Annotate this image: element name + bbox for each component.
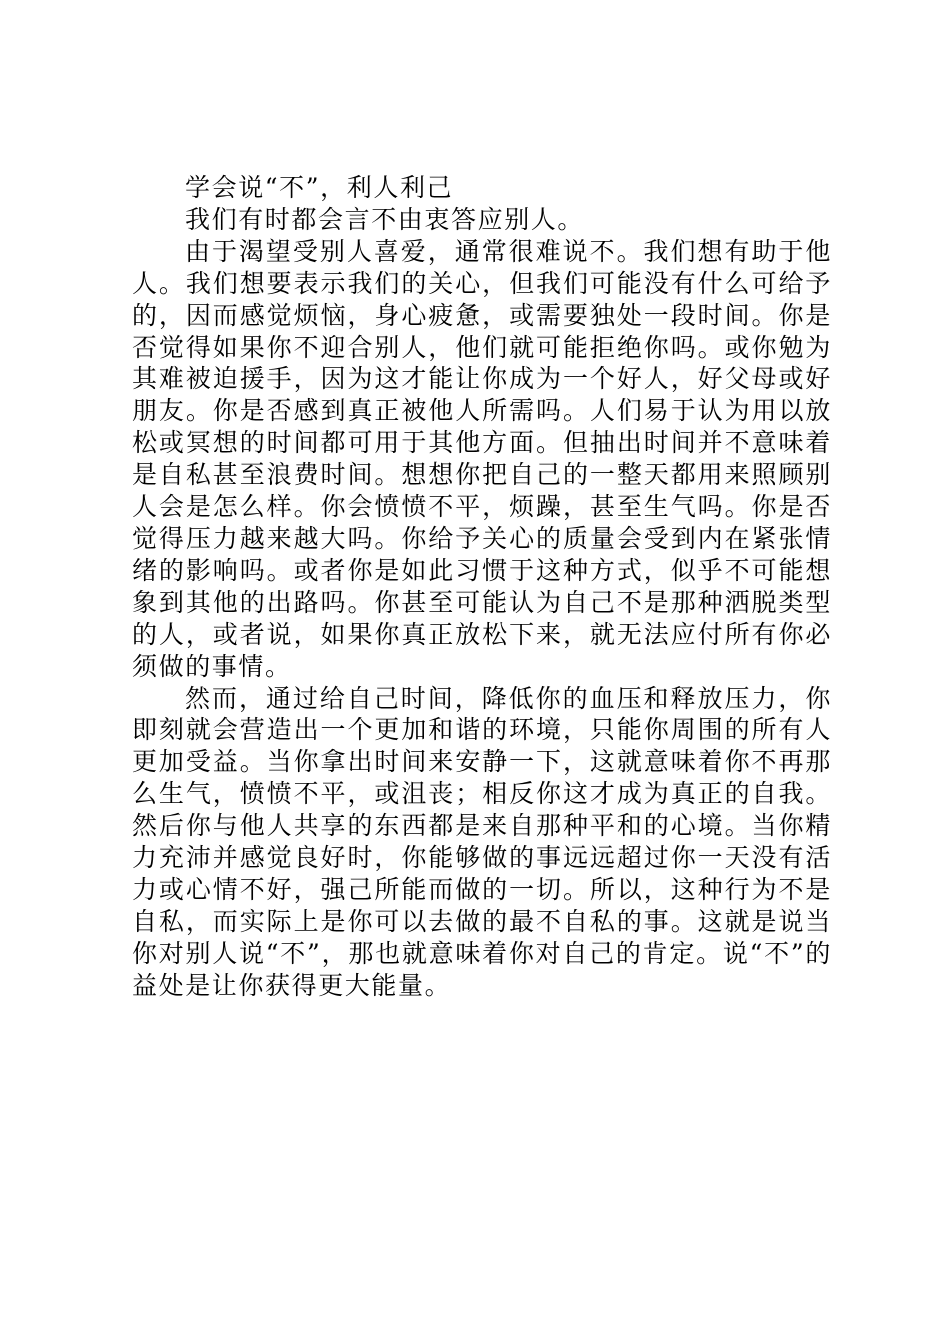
paragraph: 我们有时都会言不由衷答应别人。 — [185, 204, 585, 234]
document-title: 学会说“不”，利人利己 — [185, 173, 454, 202]
paragraph: 由于渴望受别人喜爱，通常很难说不。我们想有助于他人。我们想要表示我们的关心，但我们可能没有什么可给予的，因而感觉烦恼，身心疲惫，或需要独处一段时间。你是否觉得如果你不迎合别人，他们就可能拒绝你吗。或你勉为其难被迫援手，因为这才能让你成为一个好人，好父母或好朋友。你是否感到真正被他人所需吗。人们易于认为用以放松或冥想的时间都可用于其他方面。但抽出时间并不意味着是自私甚至浪费时间。想想你把自己的一整天都用来照顾别人会是怎么样。你会愤愤不平，烦躁，甚至生气吗。你是否觉得压力越来越大吗。你给予关心的质量会受到内在紧张情绪的影响吗。或者你是如此习惯于这种方式，似乎不可能想象到其他的出路吗。你甚至可能认为自己不是那种洒脱类型的人，或者说，如果你真正放松下来，就无法应付所有你必须做的事情。 — [132, 236, 832, 681]
paragraph: 然而，通过给自己时间，降低你的血压和释放压力，你即刻就会营造出一个更加和谐的环境，只能你周围的所有人更加受益。当你拿出时间来安静一下，这就意味着你不再那么生气，愤愤不平，或沮丧；相反你这才成为真正的自我。然后你与他人共享的东西都是来自那种平和的心境。当你精力充沛并感觉良好时，你能够做的事远远超过你一天没有活力或心情不好，强己所能而做的一切。所以，这种行为不是自私，而实际上是你可以去做的最不自私的事。这就是说当你对别人说“不”，那也就意味着你对自己的肯定。说“不”的益处是让你获得更大能量。 — [132, 683, 832, 1000]
document-body — [132, 172, 832, 1002]
